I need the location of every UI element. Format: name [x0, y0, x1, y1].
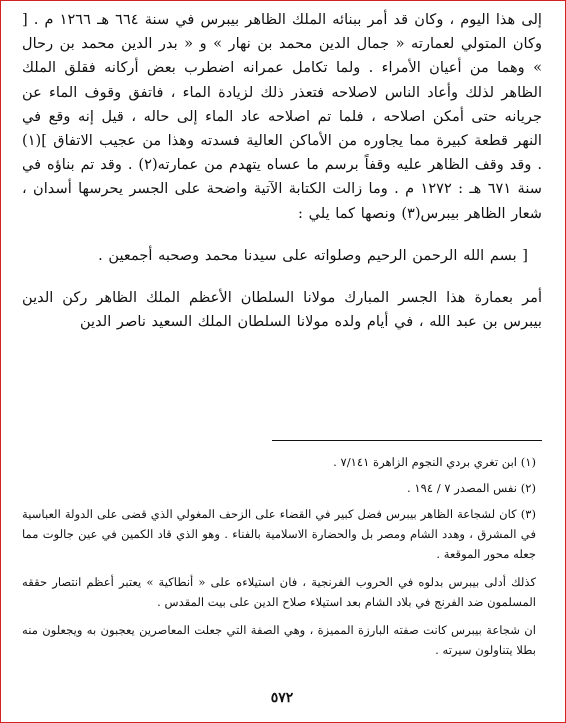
footnote-1: (١) ابن تغري بردي النجوم الزاهرة ٧/١٤١ . — [333, 455, 536, 469]
main-text — [22, 8, 542, 334]
footnote-3: (٣) كان لشجاعة الظاهر بيبرس فضل كبير في القضاء على الزحف المغولي الذي قضى على الدولة العباسية في المشرق ، وهدد الشام ومصر بل والحضارة الاسلامية بالفناء . وهو الذي قاد الكمين في عين جالوت مما جعله محور الموقعة . — [22, 507, 536, 561]
footnote-2: (٢) نفس المصدر ٧ / ١٩٤ . — [407, 481, 536, 495]
footnotes — [22, 452, 536, 660]
footnote-3-continued: كذلك أدلى بيبرس بدلوه في الحروب الفرنجية ، فان استيلاءه على « أنطاكية » يعتبر أعظم انتصار حققه المسلمون ضد الفرنج في بلاد الشام بعد استيلاء صلاح الدين على بيت المقدس . — [22, 575, 536, 609]
footnote-3-conclusion: ان شجاعة بيبرس كانت صفته البارزة المميزة ، وهي الصفة التي جعلت المعاصرين يعجبون به ويجعلون منه بطلا يتناولون سيرته . — [22, 623, 536, 657]
page-number: ٥٧٢ — [270, 690, 294, 706]
inscription-basmala: [ بسم الله الرحمن الرحيم وصلواته على سيدنا محمد وصحبه أجمعين . — [98, 246, 528, 264]
main-paragraph-2: أمر بعمارة هذا الجسر المبارك مولانا السلطان الأعظم الملك الظاهر ركن الدين بيبرس بن عبد الله ، في أيام ولده مولانا السلطان الملك السعيد ناصر الدين — [22, 289, 542, 331]
main-paragraph-1: إلى هذا اليوم ، وكان قد أمر ببنائه الملك الظاهر بيبرس في سنة ٦٦٤ هـ ١٢٦٦ م . [ وكان المتولي لعمارته « جمال الدين محمد بن نهار » و « بدر الدين محمد بن رحال » وهما من أعيان الأمراء . ولما تكامل عمرانه اضطرب بعض أركانه فقلق الملك الظاهر لذلك وأعاد الناس لاصلاحه فتعذر ذلك لزيادة الماء ، فاتفق وقوف الماء عن جريانه حتى أمكن اصلاحه ، فلما تم اصلاحه عاد الماء إلى حاله ، قيل إنه وقع في النهر قطعة كبيرة مما يجاوره من الأماكن العالية فسدته وهذا من عجيب الاتفاق ](١) . وقد وقف الظاهر عليه وقفاً برسم ما عساه يتهدم من عمارته(٢) . وقد تم بناؤه في سنة ٦٧١ هـ : ١٢٧٢ م . وما زالت الكتابة الآتية واضحة على الجسر يحرسها أسدان ، شعار الظاهر بيبرس(٣) ونصها كما يلي : — [22, 11, 542, 222]
footnote-divider — [272, 440, 542, 441]
book-page — [22, 8, 542, 713]
